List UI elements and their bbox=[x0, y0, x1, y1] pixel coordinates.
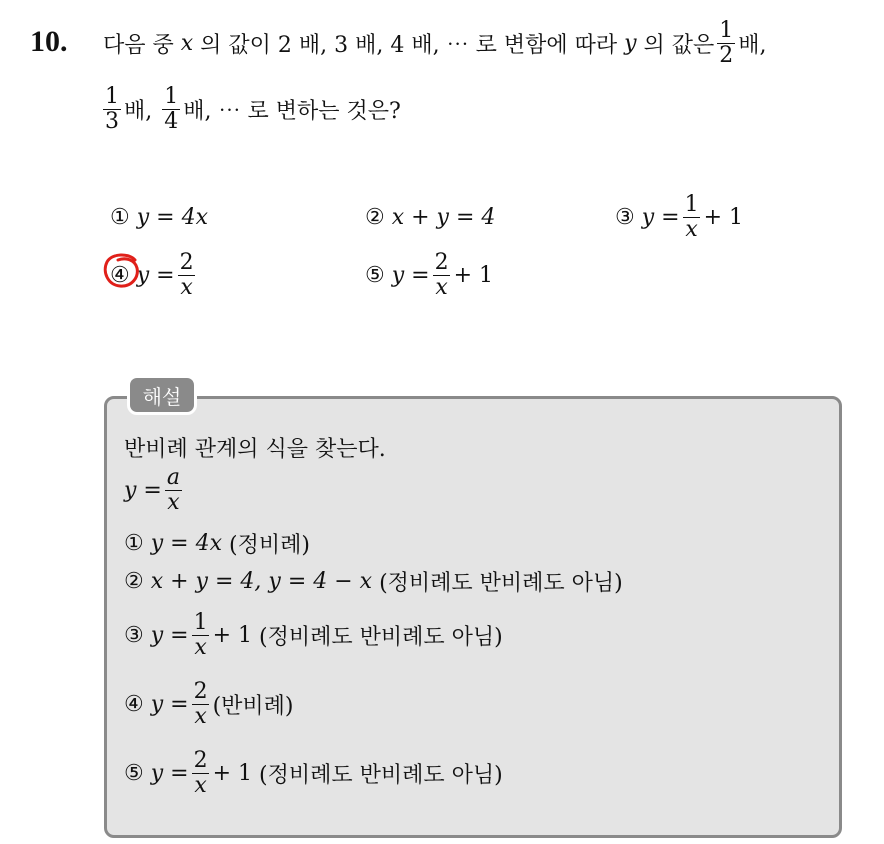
choice-expression: + 1 bbox=[453, 262, 494, 288]
solution-label: ② bbox=[124, 568, 144, 594]
fraction-one-third: $\frac{1}{3}$ bbox=[105, 84, 119, 134]
question-text: 배, bbox=[738, 32, 767, 58]
choice-expression: y = bbox=[136, 262, 175, 288]
math-expression: y = 4x bbox=[150, 530, 222, 556]
solution-label: ① bbox=[124, 530, 144, 556]
solution-line-5 bbox=[124, 746, 503, 800]
solution-note: (정비례) bbox=[229, 532, 310, 558]
solution-line-2 bbox=[124, 566, 623, 596]
choice-expression: y = bbox=[641, 204, 680, 230]
question-text: 의 값이 2 배, 3 배, 4 배, ⋯ 로 변함에 따라 bbox=[200, 32, 618, 58]
solution-label: ③ bbox=[124, 622, 144, 648]
choice-5[interactable] bbox=[365, 248, 493, 302]
choice-label: ③ bbox=[615, 204, 635, 230]
question-number: 10. bbox=[30, 25, 68, 58]
question-text: 의 값은 bbox=[643, 32, 715, 58]
choice-3[interactable] bbox=[615, 190, 743, 244]
math-expression: + 1 bbox=[212, 760, 253, 786]
choice-expression: + 1 bbox=[703, 204, 744, 230]
choice-expression: x + y = 4 bbox=[391, 204, 496, 230]
solution-fraction: $\frac{2}{x}$ bbox=[193, 679, 208, 729]
solution-fraction: $\frac{2}{x}$ bbox=[193, 748, 208, 798]
choice-1[interactable] bbox=[110, 200, 208, 234]
fraction-one-quarter: $\frac{1}{4}$ bbox=[164, 84, 179, 134]
solution-label: ④ bbox=[124, 691, 144, 717]
choice-expression: y = 4x bbox=[136, 204, 208, 230]
question-text: 배, bbox=[124, 98, 153, 124]
solution-intro: 반비례 관계의 식을 찾는다. bbox=[124, 436, 386, 462]
fraction-one-half: $\frac{1}{2}$ bbox=[719, 18, 734, 68]
solution-note: (정비례도 반비례도 아님) bbox=[259, 762, 503, 788]
math-expression: + 1 bbox=[212, 622, 253, 648]
solution-note: (정비례도 반비례도 아님) bbox=[259, 624, 503, 650]
question-text: 배, ⋯ 로 변하는 것은? bbox=[183, 98, 401, 124]
math-expression: y = bbox=[150, 760, 189, 786]
solution-line-4 bbox=[124, 677, 294, 731]
solution-line-3 bbox=[124, 608, 503, 662]
question-line-2 bbox=[103, 84, 401, 134]
math-expression: y = bbox=[150, 691, 189, 717]
solution-note: (반비례) bbox=[212, 693, 294, 719]
answer-circle-mark bbox=[102, 252, 142, 290]
general-fraction: $\frac{a}{x}$ bbox=[166, 465, 180, 515]
question-text: 다음 중 bbox=[103, 32, 174, 58]
solution-note: (정비례도 반비례도 아님) bbox=[379, 570, 623, 596]
solution-label: ⑤ bbox=[124, 760, 144, 786]
question-line-1 bbox=[103, 18, 767, 68]
variable-x: x bbox=[180, 30, 194, 56]
choice-2[interactable] bbox=[365, 200, 495, 234]
choice-fraction: $\frac{1}{x}$ bbox=[684, 192, 699, 242]
variable-y: y bbox=[624, 30, 637, 56]
solution-tag: 해설 bbox=[127, 375, 197, 415]
solution-general-form bbox=[124, 463, 185, 517]
choice-label: ① bbox=[110, 204, 130, 230]
choice-label: ④ bbox=[110, 262, 130, 288]
math-expression: y = bbox=[124, 477, 162, 503]
solution-fraction: $\frac{1}{x}$ bbox=[193, 610, 208, 660]
math-expression: x + y = 4, y = 4 − x bbox=[150, 568, 373, 594]
choice-expression: y = bbox=[391, 262, 430, 288]
choice-label: ② bbox=[365, 204, 385, 230]
choice-label: ⑤ bbox=[365, 262, 385, 288]
choice-fraction: $\frac{2}{x}$ bbox=[179, 250, 194, 300]
solution-line-1 bbox=[124, 528, 310, 558]
math-expression: y = bbox=[150, 622, 189, 648]
choice-fraction: $\frac{2}{x}$ bbox=[434, 250, 449, 300]
